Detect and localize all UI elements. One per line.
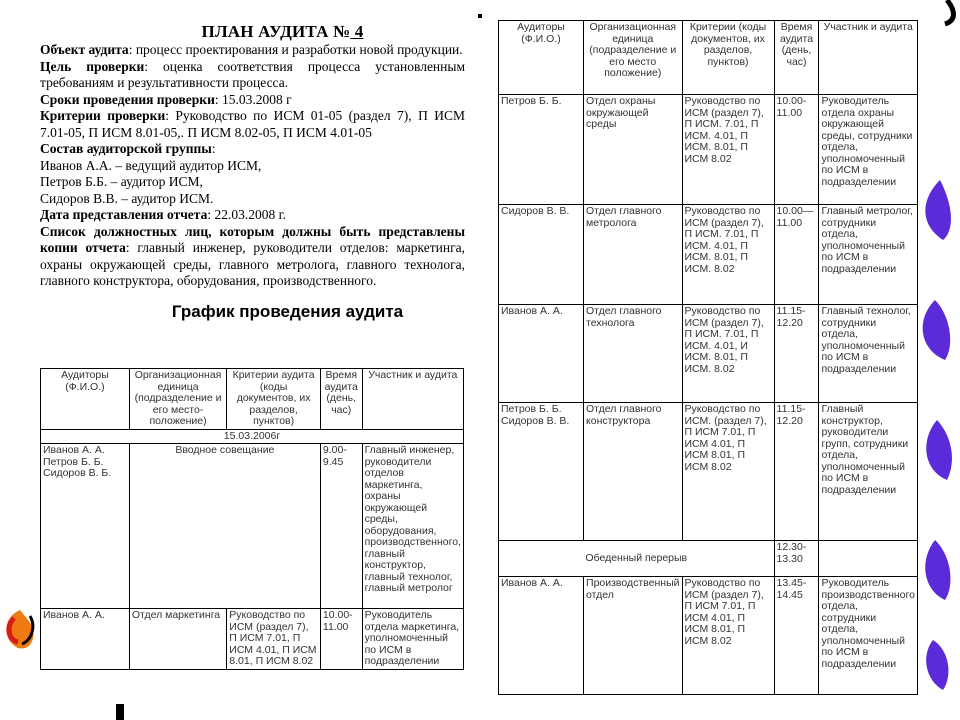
cell-auditors: Иванов А. А. xyxy=(41,609,130,670)
cell-criteria: Руководство по ИСМ (раздел 7), П ИСМ. 7.01, П ИСМ. 4.01, И ИСМ. 8.01, П ИСМ. 8.02 xyxy=(682,305,774,403)
header-unit: Организационная единица (подразделение и его место-положение) xyxy=(129,369,226,430)
audit-team-colon: : xyxy=(211,141,216,156)
table-row xyxy=(41,444,464,609)
cell-participant: Руководитель отдела охраны окружающей среды, сотрудники отдела, уполномоченный по ИСМ в подразделении xyxy=(819,95,918,205)
cell-auditors: Иванов А. А. xyxy=(499,305,584,403)
cell-auditors: Сидоров В. В. xyxy=(499,205,584,305)
table-row xyxy=(499,305,918,403)
audit-criteria-label: Критерии проверки xyxy=(40,108,166,123)
cell-time: 13.45- 14.45 xyxy=(774,577,819,695)
header-criteria: Критерии (коды документов, их разделов, пунктов) xyxy=(682,21,774,95)
plan-title xyxy=(100,22,465,42)
plan-title-text: ПЛАН АУДИТА № xyxy=(201,22,351,41)
cell-time: 11.15- 12.20 xyxy=(774,403,819,541)
cell-unit: Отдел главного конструктора xyxy=(584,403,682,541)
cell-participant: Руководитель отдела маркетинга, уполномоченный по ИСМ в подразделении xyxy=(362,609,463,670)
table-header-row xyxy=(41,369,464,430)
team-member-2: Петров Б.Б. – аудитор ИСМ, xyxy=(40,174,203,189)
decorative-mark-bottom xyxy=(116,704,124,720)
cell-unit: Отдел главного технолога xyxy=(584,305,682,403)
audit-object xyxy=(40,42,465,59)
table-date-row xyxy=(41,429,464,444)
cell-criteria: Руководство по ИСМ (раздел 7), П ИСМ 7.01, П ИСМ 4.01, П ИСМ 8.01, П ИСМ 8.02 xyxy=(682,577,774,695)
header-unit: Организационная единица (подразделение и его место положение) xyxy=(584,21,682,95)
cell-lunch: Обеденный перерыв xyxy=(499,541,775,577)
audit-goal-text: : оценка соответствия процесса установленным требованиям и результативности процесса. xyxy=(40,58,465,90)
cell-participant: Главный технолог, сотрудники отдела, уполномоченный по ИСМ в подразделении xyxy=(819,305,918,403)
audit-object-text: : процесс проектирования и разработки новой продукции. xyxy=(128,42,463,57)
cell-criteria: Руководство по ИСМ (раздел 7), П ИСМ. 7.01, П ИСМ. 4.01, П ИСМ. 8.01, П ИСМ 8.02 xyxy=(682,95,774,205)
distribution-list xyxy=(40,224,465,290)
audit-team-label: Состав аудиторской группы xyxy=(40,141,212,156)
audit-dates-label: Сроки проведения проверки xyxy=(40,91,215,107)
table-row xyxy=(499,577,918,695)
audit-dates-text: : 15.03.2008 г xyxy=(214,91,292,107)
schedule-table-right xyxy=(498,20,918,695)
table-row xyxy=(499,403,918,541)
distribution-list-text: : главный инженер, руководители отделов: маркетинга, охраны окружающей среды, главного метролога, главного технолога, главного конструктора, оборудования, производственного. xyxy=(40,240,466,288)
cell-unit: Производственный отдел xyxy=(584,577,682,695)
cell-time: 11.15- 12.20 xyxy=(774,305,819,403)
schedule-title: График проведения аудита xyxy=(171,301,404,321)
audit-goal xyxy=(40,59,465,92)
report-date-text: : 22.03.2008 г. xyxy=(207,207,286,222)
audit-object-label: Объект аудита xyxy=(40,42,129,57)
table-row xyxy=(41,609,464,670)
schedule-date: 15.03.2006г xyxy=(41,429,464,444)
cell-empty xyxy=(819,541,918,577)
cell-criteria: Руководство по ИСМ. (раздел 7), П ИСМ 7.01, П ИСМ 4.01, П ИСМ 8.01, П ИСМ 8.02 xyxy=(682,403,774,541)
cell-unit: Отдел охраны окружающей среды xyxy=(584,95,682,205)
cell-auditors: Петров Б. Б. xyxy=(499,95,584,205)
audit-criteria xyxy=(40,108,465,141)
cell-participant: Главный метролог, сотрудники отдела, уполномоченный по ИСМ в подразделении xyxy=(819,205,918,305)
cell-auditors: Иванов А. А. Петров Б. Б. Сидоров В. Б. xyxy=(41,444,130,609)
table-row xyxy=(499,205,918,305)
cell-event: Вводное совещание xyxy=(129,444,320,609)
cell-time: 10.00— 11.00 xyxy=(774,205,819,305)
cell-participant: Главный конструктор, руководители групп, сотрудники отдела, уполномоченный по ИСМ в подразделении xyxy=(819,403,918,541)
cell-auditors: Петров Б. Б. Сидоров В. В. xyxy=(499,403,584,541)
header-participant: Участник и аудита xyxy=(362,369,463,430)
table-row xyxy=(499,95,918,205)
audit-goal-label: Цель проверки xyxy=(40,58,145,74)
cell-time: 10.00- 11.00 xyxy=(774,95,819,205)
audit-dates xyxy=(40,92,465,109)
cell-unit: Отдел главного метролога xyxy=(584,205,682,305)
table-header-row xyxy=(499,21,918,95)
header-auditors: Аудиторы (Ф.И.О.) xyxy=(499,21,584,95)
cell-criteria: Руководство по ИСМ (раздел 7), П ИСМ. 7.01, П ИСМ. 4.01, П ИСМ. 8.01, П ИСМ. 8.02 xyxy=(682,205,774,305)
decorative-squiggle-left xyxy=(0,600,40,720)
header-time: Время аудита (день, час) xyxy=(320,369,362,430)
cell-participant: Руководитель производственного отдела, сотрудники отдела, уполномоченный по ИСМ в подразделении xyxy=(819,577,918,695)
cell-criteria: Руководство по ИСМ (раздел 7), П ИСМ 7.01, П ИСМ 4.01, П ИСМ 8.01, П ИСМ 8.02 xyxy=(227,609,321,670)
header-auditors: Аудиторы (Ф.И.О.) xyxy=(41,369,130,430)
cell-time: 12.30- 13.30 xyxy=(774,541,819,577)
cell-unit: Отдел маркетинга xyxy=(129,609,226,670)
header-criteria: Критерии аудита (коды документов, их разделов, пунктов) xyxy=(227,369,321,430)
distribution-list-label: Список должностных лиц, которым должны быть представлены копии отчета xyxy=(40,223,465,255)
cell-time: 10.00- 11.00 xyxy=(320,609,362,670)
team-member-1: Иванов А.А. – ведущий аудитор ИСМ, xyxy=(40,157,262,173)
decorative-swirl-right xyxy=(915,0,960,720)
audit-team xyxy=(40,141,465,158)
table-lunch-row xyxy=(499,541,918,577)
schedule-table-left xyxy=(40,368,464,670)
audit-plan-document xyxy=(40,22,465,330)
header-participant: Участник и аудита xyxy=(819,21,918,95)
report-date xyxy=(40,207,465,224)
team-member-3: Сидоров В.В. – аудитор ИСМ. xyxy=(40,190,214,206)
audit-criteria-text: : Руководство по ИСМ 01-05 (раздел 7), П ИСМ 7.01-05, П ИСМ 8.01-05,. П ИСМ 8.02-05, П ИСМ 4.01-05 xyxy=(40,108,465,140)
report-date-label: Дата представления отчета xyxy=(40,207,208,222)
cell-time: 9.00- 9.45 xyxy=(320,444,362,609)
plan-number: 4 xyxy=(350,22,364,41)
cell-auditors: Иванов А. А. xyxy=(499,577,584,695)
decorative-dot-top xyxy=(478,14,482,18)
header-time: Время аудита (день, час) xyxy=(774,21,819,95)
cell-participant: Главный инженер, руководители отделов маркетинга, охраны окружающей среды, оборудования, производственного, главный конструктор, главный технолог, главный метролог xyxy=(362,444,463,609)
